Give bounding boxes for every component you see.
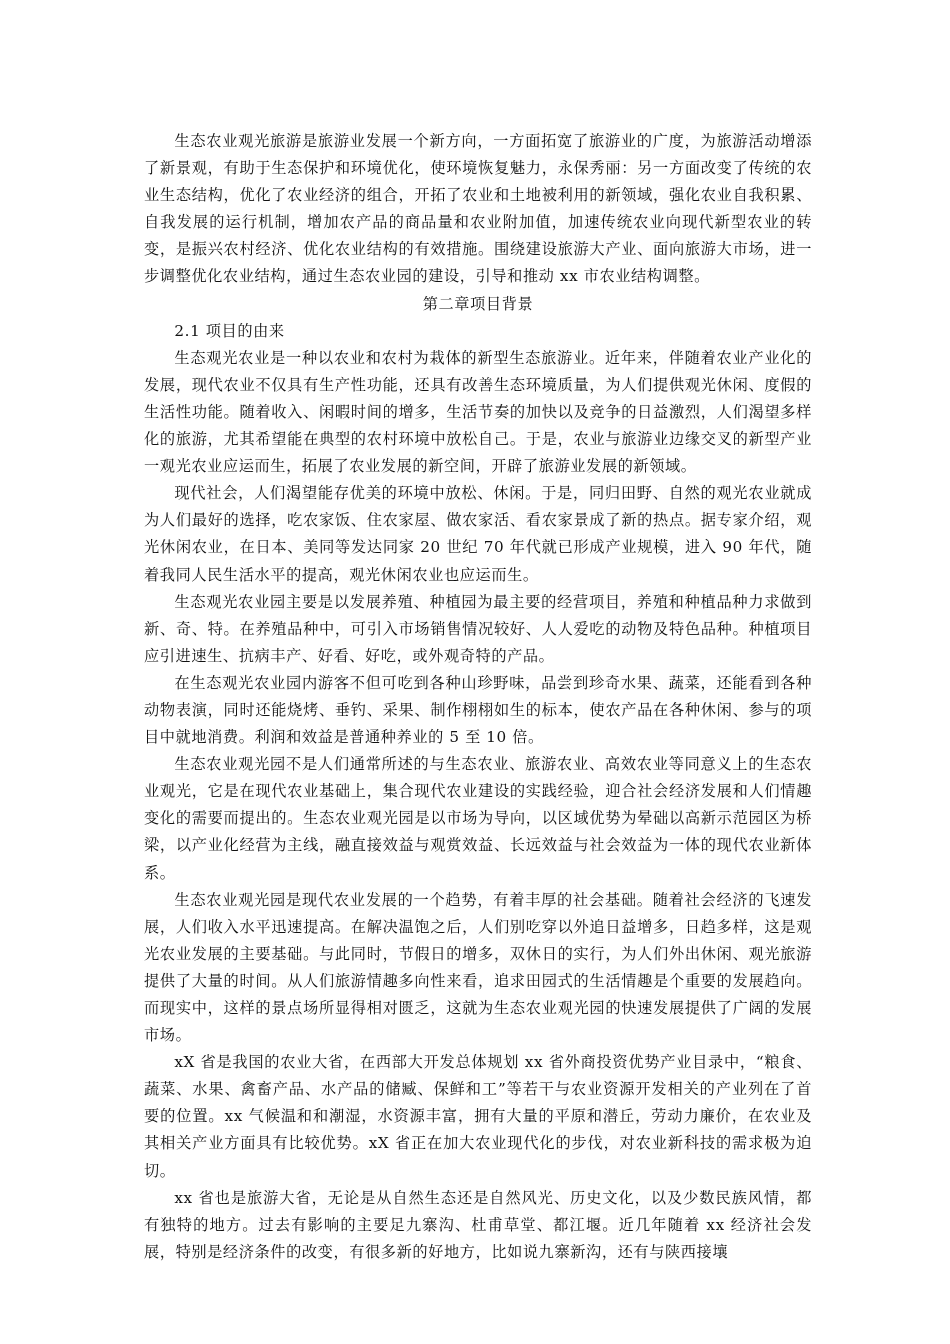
body-paragraph: 现代社会，人们渴望能存优美的环境中放松、休闲。于是，同归田野、自然的观光农业就成为人们最好的选择，吃农家饭、住农家屋、做农家活、看农家景成了新的热点。据专家介绍，观光休闲农业，在日本、美同等发达同家 20 世纪 70 年代就已形成产业规模，进入 90 年代，随着我同人民生活水平的提高，观光休闲农业也应运而生。	[144, 484, 812, 584]
chapter-title: 第二章项目背景	[422, 294, 534, 313]
intro-paragraph: 生态农业观光旅游是旅游业发展一个新方向，一方面拓宽了旅游业的广度，为旅游活动增添了新景观，有助于生态保护和环境优化，使环境恢复魅力，永保秀丽：另一方面改变了传统的农业生态结构，优化了农业经济的组合，开拓了农业和土地被利用的新领域，强化农业自我积累、自我发展的运行机制，增加农产品的商品量和农业附加值，加速传统农业向现代新型农业的转变，是振兴农村经济、优化农业结构的有效措施。围绕建设旅游大产业、面向旅游大市场，进一步调整优化农业结构，通过生态农业园的建设，引导和推动 xx 市农业结构调整。	[144, 132, 812, 286]
body-paragraph: 生态农业观光园不是人们通常所述的与生态农业、旅游农业、高效农业等同意义上的生态农业观光，它是在现代农业基础上，集合现代农业建设的实践经验，迎合社会经济发展和人们情趣变化的需要而提出的。生态农业观光园是以市场为导向，以区域优势为晕础以高新示范园区为桥梁，以产业化经营为主线，融直接效益与观赏效益、长远效益与社会效益为一体的现代农业新体系。	[144, 755, 812, 882]
body-paragraph: 生态观光农业是一种以农业和农村为栽体的新型生态旅游业。近年来，伴随着农业产业化的发展，现代农业不仅具有生产性功能，还具有改善生态环境质量，为人们提供观光休闲、度假的生活性功能。随着收入、闲暇时间的增多，生活节奏的加快以及竞争的日益激烈，人们渴望多样化的旅游，尤其希望能在典型的农村环境中放松自己。于是，农业与旅游业边缘交叉的新型产业一观光农业应运而生，拓展了农业发展的新空间，开辟了旅游业发展的新领域。	[144, 348, 812, 476]
body-paragraph: 在生态观光农业园内游客不但可吃到各种山珍野味，品尝到珍奇水果、蔬菜，还能看到各种动物表演，同时还能烧烤、垂钓、采果、制作栩栩如生的标本，使农产品在各种休闲、参与的项目中就地消费。利润和效益是普通种养业的 5 至 10 倍。	[144, 673, 812, 747]
body-paragraph: 生态农业观光园是现代农业发展的一个趋势，有着丰厚的社会基础。随着社会经济的飞速发展，人们收入水平迅速提高。在解决温饱之后，人们别吃穿以外追日益增多，日趋多样，这是观光农业发展的主要基础。与此同时，节假日的增多，双休日的实行，为人们外出休闲、观光旅游提供了大量的时间。从人们旅游情趣多向性来看，追求田园式的生活情趣是个重要的发展趋向。而现实中，这样的景点场所显得相对匮乏，这就为生态农业观光园的快速发展提供了广阔的发展市场。	[144, 890, 812, 1045]
body-paragraph: xX 省是我国的农业大省，在西部大开发总体规划 xx 省外商投资优势产业目录中，“粮食、蔬菜、水果、禽畜产品、水产品的储臧、保鲜和工”等若干与农业资源开发相关的产业列在了首要的位置。xx 气候温和和潮湿，水资源丰富，拥有大量的平原和潜丘，劳动力廉价，在农业及其相关产业方面具有比较优势。xX 省正在加大农业现代化的步伐，对农业新科技的需求极为迫切。	[144, 1053, 812, 1180]
section-title: 2.1 项目的由来	[174, 321, 285, 340]
body-paragraph: 生态观光农业园主要是以发展养殖、种植园为最主要的经营项目，养殖和种植品种力求做到新、奇、特。在养殖品种中，可引入市场销售情况较好、人人爱吃的动物及特色品种。种植项目应引进速生、抗病丰产、好看、好吃，或外观奇特的产品。	[144, 592, 812, 665]
body-paragraph: xx 省也是旅游大省，无论是从自然生态还是自然风光、历史文化，以及少数民族风情，都有独特的地方。过去有影响的主要足九寨沟、杜甫草堂、都江堰。近几年随着 xx 经济社会发展，特别是经济条件的改变，有很多新的好地方，比如说九寨新沟，还有与陕西接壤	[144, 1188, 812, 1261]
